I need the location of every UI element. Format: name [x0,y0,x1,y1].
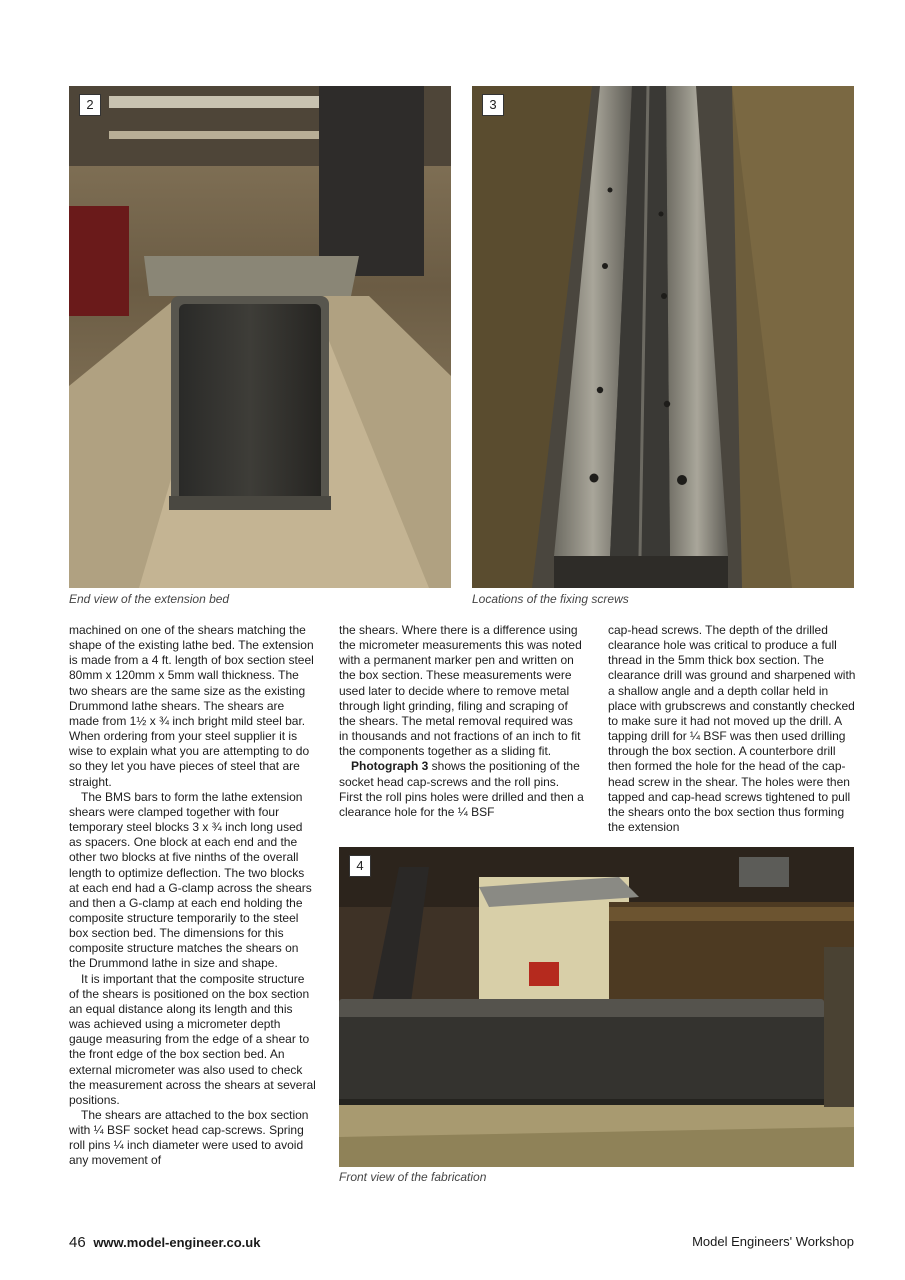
figure-number-3: 3 [482,94,504,116]
website-link[interactable]: www.model-engineer.co.uk [93,1235,261,1250]
photo-front-view [339,847,854,1167]
body-column-2 [339,623,585,820]
footer-left [69,1234,260,1251]
body-column-3 [608,623,856,835]
figure-number-2: 2 [79,94,101,116]
col2-paragraph-2 [339,759,585,820]
body-column-1 [69,623,317,1169]
caption-figure-4: Front view of the fabrication [339,1170,487,1184]
figure-number-4: 4 [349,855,371,877]
photo-fixing-screws [472,86,854,588]
col2-paragraph-2-text: shows the positioning of the socket head cap-screws and the roll pins. First the roll pins holes were drilled and then a clearance hole for the ¼ BSF [339,759,584,819]
photo-end-view [69,86,451,588]
photo-front-view-image [339,847,854,1167]
col1-paragraph-2: The BMS bars to form the lathe extension shears were clamped together with four temporary steel blocks 3 x ¾ inch long used as spacers. One block at each end and the other two blocks at five ninths of the overall length to optimize deflection. The two blocks at each end had a G-clamp across the shears and then a G-clamp at each end holding the composite structure temporarily to the steel box section bed. The dimensions for this composite structure matches the shears on the Drummond lathe in size and shape. [69,789,312,971]
caption-figure-3: Locations of the fixing screws [472,592,629,606]
col3-paragraph-1: cap-head screws. The depth of the drilled clearance hole was critical to produce a full thread in the 5mm thick box section. The clearance drill was ground and sharpened with a shallow angle and a depth collar held in place with grubscrews and constantly checked to make sure it had not moved up the drill. A tapping drill for ¼ BSF was then used drilling through the box section. A counterbore drill then formed the hole for the head of the cap-head screw in the shear. The holes were then tapped and cap-head screws tightened to pull the shears onto the box section thus forming the extension [608,623,856,835]
col1-paragraph-3: It is important that the composite structure of the shears is positioned on the box section an equal distance along its length and this was achieved using a micrometer depth gauge measuring from the edge of a shear to the front edge of the box section bed. An external micrometer was also used to check the measurement across the shears at several positions. [69,971,316,1107]
page-number: 46 [69,1234,86,1251]
col1-paragraph-1: machined on one of the shears matching the shape of the existing lathe bed. The extension is made from a 4 ft. length of box section steel 80mm x 120mm x 5mm wall thickness. The two shears are the same size as the existing Drummond lathe shears. The shears are made from 1½ x ¾ inch bright mild steel bar. When ordering from your steel supplier it is wise to explain what you are attempting to do so they let you have pieces of steel that are straight. [69,623,314,789]
photograph-reference: Photograph 3 [351,759,429,774]
col1-paragraph-4: The shears are attached to the box section with ¼ BSF socket head cap-screws. Spring roll pins ¼ inch diameter were used to avoid any movement of [69,1108,309,1168]
photo-end-view-image [69,86,451,588]
col2-paragraph-1: the shears. Where there is a difference using the micrometer measurements this was noted with a permanent marker pen and written on the box section. These measurements were used later to decide where to remove metal through light grinding, filing and scraping of the shears. The metal removal required was in thousands and not fractions of an inch to fit the components together as a sliding fit. [339,623,582,759]
footer-magazine-title: Model Engineers' Workshop [692,1234,854,1249]
photo-fixing-screws-image [472,86,854,588]
caption-figure-2: End view of the extension bed [69,592,230,606]
